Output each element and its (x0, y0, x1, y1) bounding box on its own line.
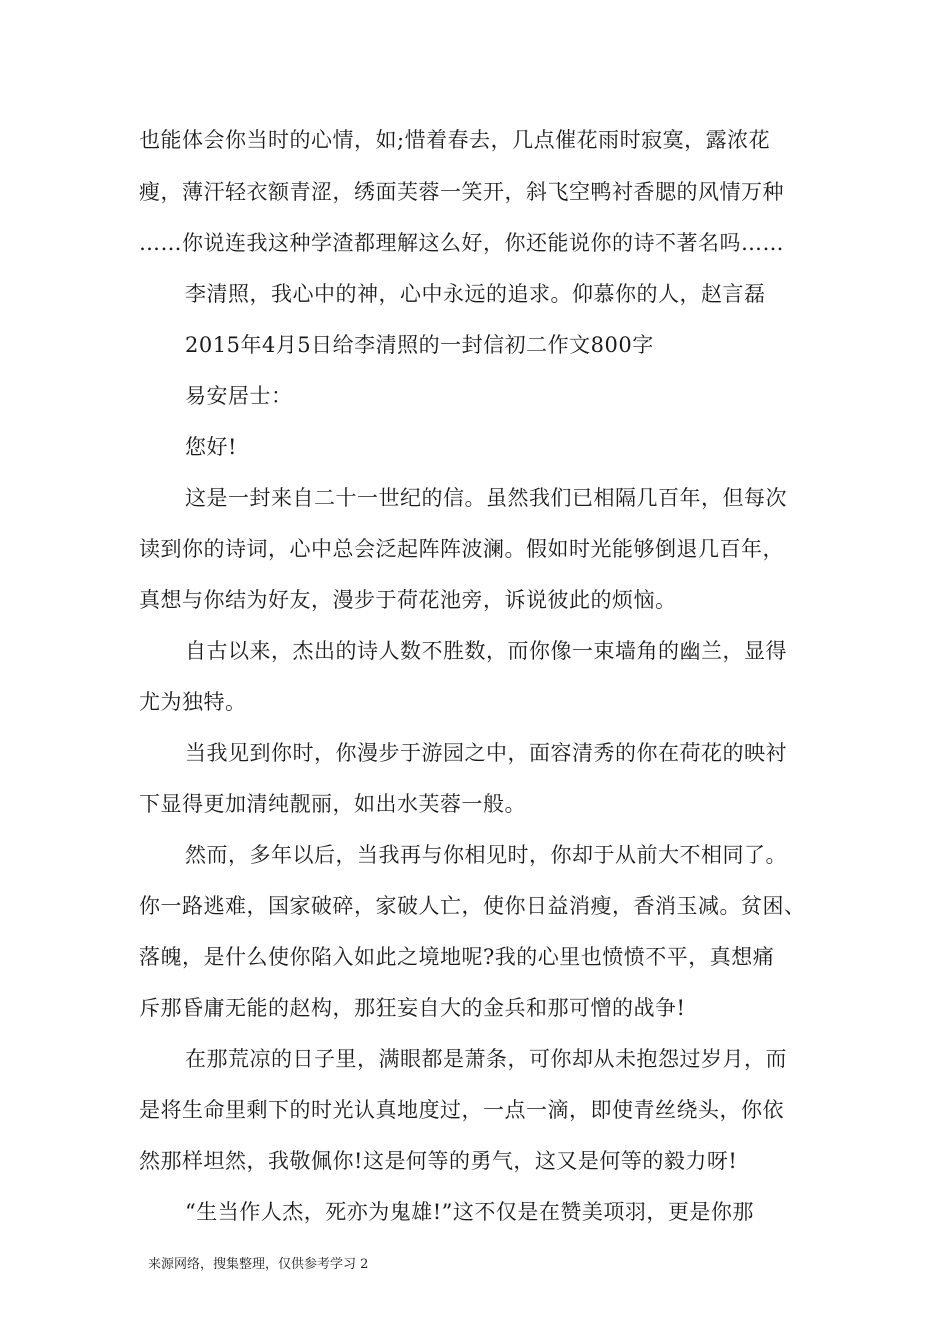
text-line: 这是一封来自二十一世纪的信。虽然我们已相隔几百年，但每次 (185, 486, 787, 510)
text-line: “生当作人杰，死亦为鬼雄!”这不仅是在赞美项羽，更是你那 (185, 1200, 754, 1224)
salutation: 易安居士： (185, 384, 293, 408)
text-line: 尤为独特。 (139, 690, 247, 714)
text-line: 在那荒凉的日子里，满眼都是萧条，可你却从未抱怨过岁月，而 (185, 1047, 787, 1071)
text-line: 真想与你结为好友，漫步于荷花池旁，诉说彼此的烦恼。 (139, 588, 677, 612)
greeting: 您好! (185, 435, 237, 459)
article-heading: 2015年4月5日给李清照的一封信初二作文800字 (185, 333, 654, 357)
text-line: 瘦，薄汗轻衣额青涩，绣面芙蓉一笑开，斜飞空鸭衬香腮的风情万种 (139, 180, 784, 204)
text-line: 然那样坦然，我敬佩你!这是何等的勇气，这又是何等的毅力呀! (139, 1149, 738, 1173)
text-line: 你一路逃难，国家破碎，家破人亡，使你日益消瘦，香消玉减。贫困、 (139, 894, 806, 918)
page-footer: 来源网络，搜集整理，仅供参考学习 2 (148, 1257, 369, 1272)
text-line: 落魄，是什么使你陷入如此之境地呢?我的心里也愤愤不平，真想痛 (139, 945, 775, 969)
text-line: 是将生命里剩下的时光认真地度过，一点一滴，即使青丝绕头，你依 (139, 1098, 784, 1122)
text-line: 斥那昏庸无能的赵构，那狂妄自大的金兵和那可憎的战争! (139, 996, 686, 1020)
signature-line: 李清照，我心中的神，心中永远的追求。仰慕你的人，赵言磊 (185, 282, 766, 306)
text-line: 自古以来，杰出的诗人数不胜数，而你像一束墙角的幽兰，显得 (185, 639, 787, 663)
text-line: 然而，多年以后，当我再与你相见时，你却于从前大不相同了。 (185, 843, 787, 867)
text-line: 当我见到你时，你漫步于游园之中，面容清秀的你在荷花的映衬 (185, 741, 787, 765)
text-line: 也能体会你当时的心情，如;惜着春去，几点催花雨时寂寞，露浓花 (139, 128, 771, 152)
text-line: 读到你的诗词，心中总会泛起阵阵波澜。假如时光能够倒退几百年， (139, 537, 784, 561)
text-line: 下显得更加清纯靓丽，如出水芙蓉一般。 (139, 792, 526, 816)
text-line: ……你说连我这种学渣都理解这么好，你还能说你的诗不著名吗…… (139, 231, 784, 255)
